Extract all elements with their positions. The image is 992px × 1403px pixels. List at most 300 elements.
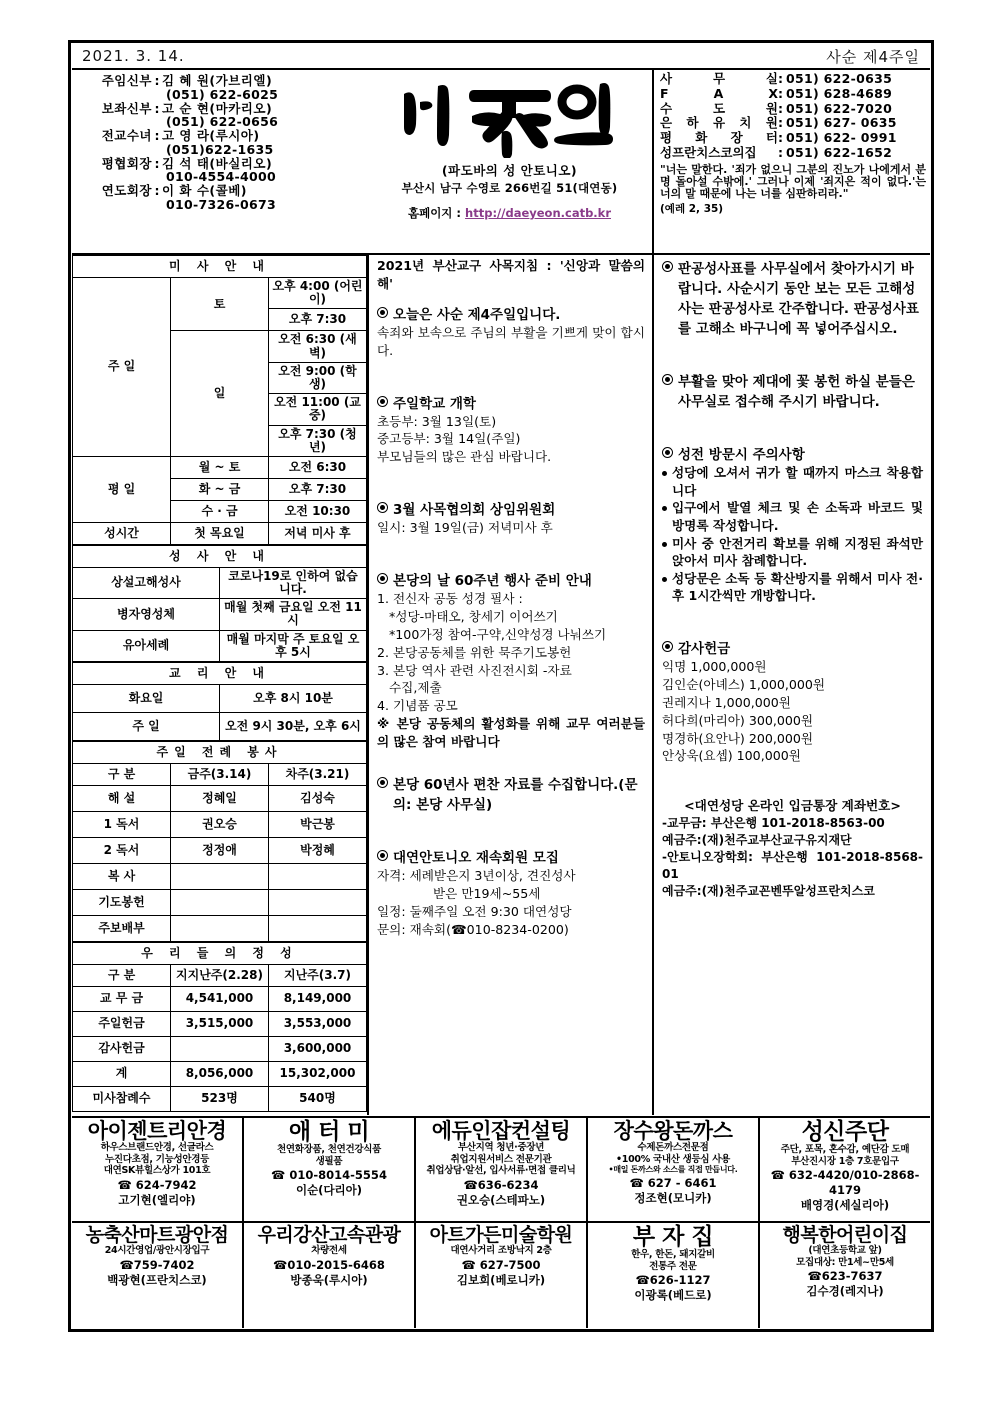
- liturgy-role: 해 설: [73, 786, 171, 812]
- liturgy-header-cell: 구 분: [73, 764, 171, 786]
- announcement-line: 속죄와 보속으로 주님의 부활을 기쁘게 맞이 합시다.: [377, 324, 645, 358]
- spacer: [377, 360, 645, 392]
- advertiser-description: 취업상담·알선, 입사서류·면접 클리닉: [426, 1165, 576, 1177]
- visit-notice-item-text: 입구에서 발열 체크 및 손 소독과 바코드 및 방명록 작성합니다.: [672, 500, 923, 533]
- sacrament-row: [73, 599, 367, 630]
- liturgy-row: [73, 838, 367, 864]
- announcement-heading: [662, 370, 923, 410]
- ring-bullet-icon: [377, 307, 388, 318]
- dot-bullet-icon: [662, 471, 667, 476]
- patron-saint: (파도바의 성 안토니오): [441, 163, 578, 178]
- sacrament-value: 매월 마지막 주 토요일 오후 5시: [220, 630, 367, 661]
- staff-phone: (051) 622-6025: [166, 86, 279, 102]
- advertisement[interactable]: [760, 1223, 930, 1328]
- offering-prev1: 540명: [269, 1087, 367, 1112]
- advertisement-section: [72, 1116, 930, 1328]
- visit-notice-item-text: 미사 중 안전거리 확보를 위해 지정된 좌석만 앉아서 미사 참례합니다.: [672, 535, 923, 569]
- bank-account-line: -교무금: 부산은행 101-2018-8563-00: [662, 816, 885, 831]
- offering-prev2: 8,056,000: [171, 1062, 269, 1087]
- spacer: [662, 338, 923, 370]
- advertisement[interactable]: [588, 1223, 760, 1328]
- ring-bullet-icon: [377, 502, 388, 513]
- mass-time: 오전 11:00 (교중): [269, 394, 367, 425]
- staff-row: [78, 129, 365, 143]
- announcement-heading: [377, 569, 645, 589]
- liturgy-role: 주보배부: [73, 916, 171, 942]
- liturgy-header-cell: 금주(3.14): [171, 764, 269, 786]
- advertiser-contact-person: 이순(다리아): [295, 1183, 363, 1198]
- staff-role: 연도회장: [101, 183, 152, 198]
- advertiser-name: 아트가든미술학원: [429, 1224, 573, 1246]
- liturgy-next-week: [269, 916, 367, 942]
- advertisement[interactable]: [760, 1118, 930, 1221]
- contact-label: 수 도 원: [660, 100, 778, 116]
- announcement-item: [662, 370, 923, 410]
- advertisement-row: [72, 1223, 930, 1328]
- ring-bullet-icon: [662, 641, 673, 652]
- ring-bullet-icon: [377, 396, 388, 407]
- contact-row: [660, 72, 926, 87]
- sacrament-title: 성 사 안 내: [73, 545, 367, 567]
- mass-time: 오전 6:30 (새벽): [269, 331, 367, 362]
- advertisement[interactable]: [588, 1118, 760, 1221]
- advertiser-description: •100% 국내산 생등심 사용: [616, 1153, 730, 1165]
- catechism-value: 오후 8시 10분: [220, 685, 367, 713]
- advertiser-contact-person: 권오승(스테파노): [456, 1192, 546, 1207]
- announcement-line: 수집,제출: [389, 680, 442, 696]
- masthead: [72, 70, 930, 255]
- catechism-title: 교 리 안 내: [73, 663, 367, 685]
- spacer: [377, 814, 645, 846]
- dot-bullet-icon: [662, 542, 667, 547]
- liturgy-this-week: [171, 890, 269, 916]
- offering-prev2: 3,515,000: [171, 1012, 269, 1037]
- mass-day: 수 · 금: [171, 500, 269, 522]
- mass-time: 오후 7:30 (청년): [269, 425, 367, 456]
- visit-notice-item-text: 성당에 오셔서 귀가 할 때까지 마스크 착용합니다: [672, 465, 923, 498]
- announcement-heading: [377, 303, 645, 323]
- staff-colon: :: [154, 128, 160, 143]
- offering-prev1: 3,600,000: [269, 1037, 367, 1062]
- staff-row: [78, 74, 365, 88]
- contact-label: 은 하 유 치 원: [660, 115, 778, 131]
- advertiser-contact-person: 이광록(베드로): [634, 1288, 712, 1303]
- contact-label: 사 무 실: [660, 71, 778, 86]
- offering-label: 교 무 금: [73, 987, 171, 1012]
- advertiser-contact-person: 고기현(엘리야): [118, 1192, 196, 1207]
- announcements-column-right: [652, 255, 930, 1115]
- liturgy-row: [73, 786, 367, 812]
- spacer: [377, 751, 645, 773]
- spacer: [662, 765, 923, 797]
- dot-bullet-icon: [662, 506, 667, 511]
- holy-hour-label: 성시간: [73, 522, 171, 544]
- sacrament-title-row: [73, 545, 367, 567]
- staff-name: 고 순 현(마카리오): [162, 100, 273, 116]
- liturgy-next-week: 김성숙: [269, 786, 367, 812]
- liturgy-next-week: 박정혜: [269, 838, 367, 864]
- parish-address: 부산시 남구 수영로 266번길 51(대연동): [401, 181, 618, 195]
- parish-logo: [367, 74, 652, 160]
- advertiser-phone: ☎626-1127: [635, 1273, 711, 1288]
- spacer: [377, 938, 645, 948]
- liturgy-row: [73, 890, 367, 916]
- announcement-item: [662, 257, 923, 337]
- announcement-heading: [377, 773, 645, 813]
- thanks-offering-entry: 허다희(마리아) 300,000원: [662, 712, 814, 728]
- mass-day: 월 ~ 토: [171, 456, 269, 478]
- advertiser-phone: ☎623-7637: [807, 1269, 883, 1284]
- mass-time: 오전 6:30: [269, 456, 367, 478]
- thanks-offering: [662, 637, 923, 765]
- header-bar: [72, 44, 930, 70]
- liturgy-this-week: [171, 916, 269, 942]
- thanks-offering-heading: [662, 637, 923, 657]
- announcement-line: 자격: 세례받은지 3년이상, 견진성사: [377, 867, 576, 883]
- contact-row: [660, 116, 926, 131]
- ring-bullet-icon: [662, 261, 673, 272]
- offering-prev2: 4,541,000: [171, 987, 269, 1012]
- announcement-line: 1. 전신자 공동 성경 필사 :: [377, 591, 523, 606]
- liturgy-header-cell: 차주(3.21): [269, 764, 367, 786]
- advertisement-row: [72, 1118, 930, 1223]
- contact-list: [652, 70, 930, 253]
- spacer: [662, 411, 923, 443]
- announcement-item: [377, 846, 645, 939]
- bank-accounts-title: <대연성당 온라인 입금통장 계좌번호>: [684, 798, 901, 814]
- bulletin-date: 2021. 3. 14.: [82, 47, 185, 65]
- announcement-heading-text: 본당의 날 60주년 행사 준비 안내: [393, 573, 592, 589]
- liturgy-this-week: 정혜일: [171, 786, 269, 812]
- advertiser-phone: ☎ 624-7942: [117, 1177, 197, 1192]
- advertiser-contact-person: 배영경(세실리아): [800, 1198, 890, 1213]
- visit-notice-heading: [662, 443, 923, 463]
- catechism-row: [73, 713, 367, 741]
- contact-phone: 051) 622- 0991: [786, 130, 897, 145]
- announcement-line: 일정: 둘째주일 오전 9:30 대연성당: [377, 903, 572, 919]
- offering-header-cell: 구 분: [73, 965, 171, 987]
- visit-notice-item: [662, 535, 923, 570]
- offering-title-row: [73, 943, 367, 965]
- sacrament-label: 상설고해성사: [73, 567, 220, 598]
- ring-bullet-icon: [662, 447, 673, 458]
- offering-prev2: [171, 1037, 269, 1062]
- staff-row: [78, 184, 365, 198]
- offering-header-cell: 지난주(3.7): [269, 965, 367, 987]
- advertiser-name: 장수왕돈까스: [613, 1119, 733, 1143]
- advertiser-phone: ☎ 627-7500: [461, 1257, 541, 1272]
- announcement-line: 일시: 3월 19일(금) 저녁미사 후: [377, 520, 553, 536]
- announcement-heading-text: 판공성사표를 사무실에서 찾아가시기 바랍니다. 사순시기 동안 보는 모든 고해성사는 판공성사로 간주합니다. 판공성사표를 고해소 바구니에 꼭 넣어주십시오.: [678, 261, 919, 337]
- announcement-item: [377, 303, 645, 360]
- announcement-item: [377, 569, 645, 751]
- advertiser-description: 수제돈까스전문점: [637, 1142, 709, 1153]
- mass-day: 화 ~ 금: [171, 478, 269, 500]
- mass-time: 오후 4:00 (어린이): [269, 278, 367, 309]
- advertisement[interactable]: [416, 1118, 588, 1221]
- scripture-quote: "너는 말한다. '죄가 없으니 그분의 진노가 나에게서 분명 돌아설 수밖에.' 그러나 이제 '죄지은 적이 없다.'는 너의 말 때문에 나는 너를 심판하리라.": [660, 162, 926, 201]
- thanks-offering-entry: 김인순(아녜스) 1,000,000원: [662, 676, 826, 692]
- contact-phone: 051) 627- 0635: [786, 115, 897, 131]
- sacrament-value: 코로나19로 인하여 없습니다.: [220, 567, 367, 598]
- catechism-row: [73, 685, 367, 713]
- advertiser-description: 주단, 포목, 혼수감, 예단감 도매: [780, 1144, 910, 1155]
- sacrament-table: [72, 545, 367, 662]
- offering-row: [73, 1012, 367, 1037]
- visit-notice-item: [662, 464, 923, 499]
- bank-account-line: 예금주:(재)천주교꼰벤뚜알성프란치스코: [662, 884, 875, 899]
- announcement-line: ※ 본당 공동체의 활성화를 위해 교무 여러분들의 많은 참여 바랍니다: [377, 716, 645, 749]
- announcement-item: [377, 498, 645, 537]
- staff-phone: (051) 622-0656: [166, 114, 279, 129]
- announcement-heading: [377, 498, 645, 518]
- homepage-line: [367, 205, 652, 221]
- advertiser-description: 대연SK뷰힐스상가 101호: [103, 1165, 211, 1177]
- sacrament-label: 병자영성체: [73, 599, 220, 630]
- mass-row: [73, 278, 367, 309]
- advertisement[interactable]: [416, 1223, 588, 1328]
- bank-account-line: -안토니오장학회: 부산은행 101-2018-8568-01: [662, 850, 923, 882]
- bank-accounts: [662, 797, 923, 900]
- dot-bullet-icon: [662, 577, 667, 582]
- contact-colon: :: [778, 71, 783, 86]
- advertiser-name: 성신주단: [801, 1119, 889, 1145]
- staff-colon: :: [154, 155, 160, 171]
- offering-header-row: [73, 965, 367, 987]
- advertiser-description: 부산진시장 1층 7호문입구: [791, 1155, 899, 1167]
- announcement-line: 3. 본당 역사 관련 사진전시회 -자료: [377, 662, 572, 678]
- advertiser-contact-person: 백광현(프란치스코): [107, 1272, 207, 1287]
- homepage-label: 홈페이지 :: [407, 206, 462, 220]
- liturgy-next-week: 박근봉: [269, 812, 367, 838]
- mass-day: 일: [171, 331, 269, 457]
- advertiser-description: 하우스브랜드안경, 선글라스: [100, 1142, 214, 1153]
- mass-time: 오후 7:30: [269, 478, 367, 500]
- catechism-label: 주 일: [73, 713, 220, 741]
- liturgy-row: [73, 864, 367, 890]
- staff-name: 김 혜 원(가브리엘): [162, 73, 273, 88]
- offering-prev2: 523명: [171, 1087, 269, 1112]
- liturgy-this-week: 권오승: [171, 812, 269, 838]
- staff-name: 이 화 수(콜베): [162, 183, 248, 198]
- advertiser-description: (대연초등학교 앞): [808, 1245, 882, 1256]
- catechism-value: 오전 9시 30분, 오후 6시: [220, 713, 367, 741]
- bank-account-line: 예금주:(재)천주교부산교구유지재단: [662, 833, 852, 848]
- liturgy-row: [73, 916, 367, 942]
- contact-label: 성프란치스코의집: [660, 144, 757, 160]
- parish-logo-block: [367, 70, 652, 253]
- liturgy-next-week: [269, 890, 367, 916]
- thanks-offering-entry: 권레지나 1,000,000원: [662, 694, 791, 710]
- advertiser-name: 농축산마트광안점: [85, 1224, 229, 1246]
- sacrament-value: 매월 첫째 금요일 오전 11시: [220, 599, 367, 630]
- diocese-motto: 2021년 부산교구 사목지침 : '신앙과 말씀의 해': [377, 258, 645, 291]
- holy-hour-time: 저녁 미사 후: [269, 522, 367, 544]
- mass-schedule-title-row: [73, 256, 367, 278]
- mass-group: 주 일: [73, 278, 171, 457]
- catechism-title-row: [73, 663, 367, 685]
- mass-time: 오후 7:30: [269, 309, 367, 331]
- visit-notice-item: [662, 499, 923, 534]
- advertiser-description: •매일 돈까스와 소스를 직접 만듭니다.: [608, 1165, 738, 1175]
- daeyeon-calligraphy-logo: [394, 76, 626, 158]
- spacer: [377, 466, 645, 498]
- contact-phone: 051) 622-0635: [786, 71, 893, 86]
- advertiser-phone: ☎ 632-4420/010-2868-4179: [770, 1168, 920, 1198]
- announcement-line: *100가정 참여-구약,신약성경 나눠쓰기: [389, 626, 607, 642]
- catechism-label: 화요일: [73, 685, 220, 713]
- advertisement[interactable]: [72, 1118, 244, 1221]
- liturgy-service-title: 주일 전례 봉사: [73, 742, 367, 764]
- advertiser-name: 행복한어린이집: [782, 1224, 908, 1246]
- liturgy-next-week: [269, 864, 367, 890]
- announcement-line: 2. 본당공동체를 위한 묵주기도봉헌: [377, 644, 572, 660]
- advertiser-description: 한우, 한돈, 돼지갈비: [631, 1249, 715, 1260]
- offering-row: [73, 1087, 367, 1112]
- liturgy-role: 복 사: [73, 864, 171, 890]
- mass-time: 오전 9:00 (학생): [269, 362, 367, 393]
- offering-label: 미사참례수: [73, 1087, 171, 1112]
- holy-hour-row: [73, 522, 367, 544]
- advertiser-name: 에듀인잡컨설팅: [431, 1119, 571, 1143]
- offering-label: 감사헌금: [73, 1037, 171, 1062]
- staff-phone: 010-4554-4000: [166, 169, 276, 184]
- announcement-heading-text: 본당 60년사 편찬 자료를 수집합니다.(문의: 본당 사무실): [393, 776, 638, 813]
- mass-time: 오전 10:30: [269, 500, 367, 522]
- contact-label: 평 화 장 터: [660, 130, 778, 145]
- advertiser-name: 부 자 집: [632, 1224, 714, 1250]
- ring-bullet-icon: [377, 850, 388, 861]
- schedule-column: [72, 255, 367, 1115]
- announcement-item: [377, 773, 645, 813]
- visit-notice-item-text: 성당문은 소독 등 확산방지를 위해서 미사 전·후 1시간씩만 개방합니다.: [672, 570, 923, 604]
- ring-bullet-icon: [662, 374, 673, 385]
- contact-row: [660, 102, 926, 117]
- advertisement[interactable]: [72, 1223, 244, 1328]
- advertiser-contact-person: 방종욱(루시아): [290, 1272, 368, 1287]
- advertiser-name: 아이젠트리안경: [87, 1119, 227, 1143]
- announcement-heading-text: 주일학교 개학: [393, 395, 476, 412]
- scripture-reference: (예레 2, 35): [660, 203, 724, 216]
- ring-bullet-icon: [377, 573, 388, 584]
- announcement-line: 4. 기념품 공모: [377, 698, 458, 714]
- contact-phone: 051) 628-4689: [786, 85, 893, 101]
- advertisement[interactable]: [244, 1118, 416, 1221]
- advertiser-description: 차량전세: [311, 1245, 347, 1256]
- visit-notice-item: [662, 570, 923, 605]
- advertiser-description: 전통주 전문: [649, 1260, 697, 1272]
- sacrament-row: [73, 630, 367, 661]
- thanks-offering-heading-text: 감사헌금: [678, 641, 731, 657]
- advertiser-contact-person: 정조현(모니카): [634, 1190, 712, 1205]
- offering-table: [72, 942, 367, 1112]
- offering-label: 주일헌금: [73, 1012, 171, 1037]
- liturgy-service-table: [72, 741, 367, 942]
- mass-schedule-table: [72, 255, 367, 545]
- contact-row: [660, 87, 926, 102]
- liturgical-season: 사순 제4주일: [826, 47, 920, 66]
- mass-schedule-title: 미 사 안 내: [73, 256, 367, 278]
- contact-phone: 051) 622-7020: [786, 100, 893, 116]
- announcement-line: 문의: 재속회(☎010-8234-0200): [377, 921, 569, 937]
- announcement-heading: [662, 257, 923, 337]
- offering-header-cell: 지지난주(2.28): [171, 965, 269, 987]
- contact-label: F A X: [660, 85, 778, 101]
- contact-colon: :: [778, 144, 783, 160]
- announcement-line: 초등부: 3월 13일(토): [377, 413, 497, 429]
- announcement-line: 중고등부: 3월 14일(주일): [377, 431, 521, 447]
- liturgy-row: [73, 812, 367, 838]
- staff-colon: :: [154, 73, 160, 88]
- advertiser-description: 생필품: [315, 1155, 343, 1167]
- offering-row: [73, 1062, 367, 1087]
- ring-bullet-icon: [377, 777, 388, 788]
- spacer: [662, 605, 923, 637]
- staff-phone: 010-7326-0673: [166, 196, 276, 212]
- announcement-item: [377, 392, 645, 467]
- contact-colon: :: [778, 100, 783, 116]
- announcement-heading: [377, 846, 645, 866]
- offering-row: [73, 987, 367, 1012]
- advertiser-phone: ☎759-7402: [119, 1257, 195, 1272]
- contact-row: [660, 131, 926, 146]
- advertiser-name: 애 터 미: [288, 1119, 370, 1145]
- staff-colon: :: [154, 183, 160, 198]
- staff-role: 보좌신부: [101, 100, 152, 116]
- advertiser-phone: ☎636-6234: [463, 1177, 539, 1192]
- holy-hour-day: 첫 목요일: [171, 522, 269, 544]
- advertiser-description: 대연사거리 조방낙지 2층: [450, 1245, 552, 1256]
- advertiser-description: 부산지역 청년·중장년: [457, 1142, 545, 1153]
- offering-prev1: 15,302,000: [269, 1062, 367, 1087]
- liturgy-header-row: [73, 764, 367, 786]
- staff-row: [78, 157, 365, 171]
- thanks-offering-entry: 명경하(요안나) 200,000원: [662, 730, 814, 746]
- sacrament-row: [73, 567, 367, 598]
- announcements-column-middle: [367, 255, 652, 1115]
- liturgy-role: 1 독서: [73, 812, 171, 838]
- mass-group: 평 일: [73, 456, 171, 522]
- advertiser-phone: ☎ 010-8014-5554: [271, 1168, 387, 1183]
- offering-row: [73, 1037, 367, 1062]
- staff-name: 김 석 태(바실리오): [162, 155, 273, 171]
- advertiser-description: 천연화장품, 천연건강식품: [277, 1144, 381, 1155]
- offering-label: 계: [73, 1062, 171, 1087]
- advertiser-contact-person: 김보희(베로니카): [456, 1272, 546, 1287]
- mass-day: 토: [171, 278, 269, 331]
- staff-phone: (051)622-1635: [166, 141, 274, 157]
- advertisement[interactable]: [244, 1223, 416, 1328]
- thanks-offering-entry: 익명 1,000,000원: [662, 659, 767, 674]
- announcement-line: *성당-마태오, 창세기 이어쓰기: [389, 608, 558, 624]
- body-columns: [72, 255, 930, 1115]
- parish-staff-list: [72, 70, 367, 253]
- announcement-heading-text: 3월 사목협의회 상임위원회: [393, 502, 556, 519]
- advertiser-description: 누진다초점, 기능성안경등: [105, 1153, 209, 1165]
- homepage-link[interactable]: http://daeyeon.catb.kr: [465, 206, 611, 220]
- staff-row: [78, 102, 365, 116]
- offering-prev1: 8,149,000: [269, 987, 367, 1012]
- announcement-line: 받은 만19세~55세: [433, 885, 541, 901]
- contact-colon: :: [778, 130, 783, 145]
- announcement-heading: [377, 392, 645, 412]
- liturgy-role: 2 독서: [73, 838, 171, 864]
- contact-row: [660, 146, 926, 161]
- contact-colon: :: [778, 115, 783, 131]
- staff-role: 주임신부: [101, 73, 152, 88]
- liturgy-role: 기도봉헌: [73, 890, 171, 916]
- advertiser-contact-person: 김수경(레지나): [806, 1284, 884, 1299]
